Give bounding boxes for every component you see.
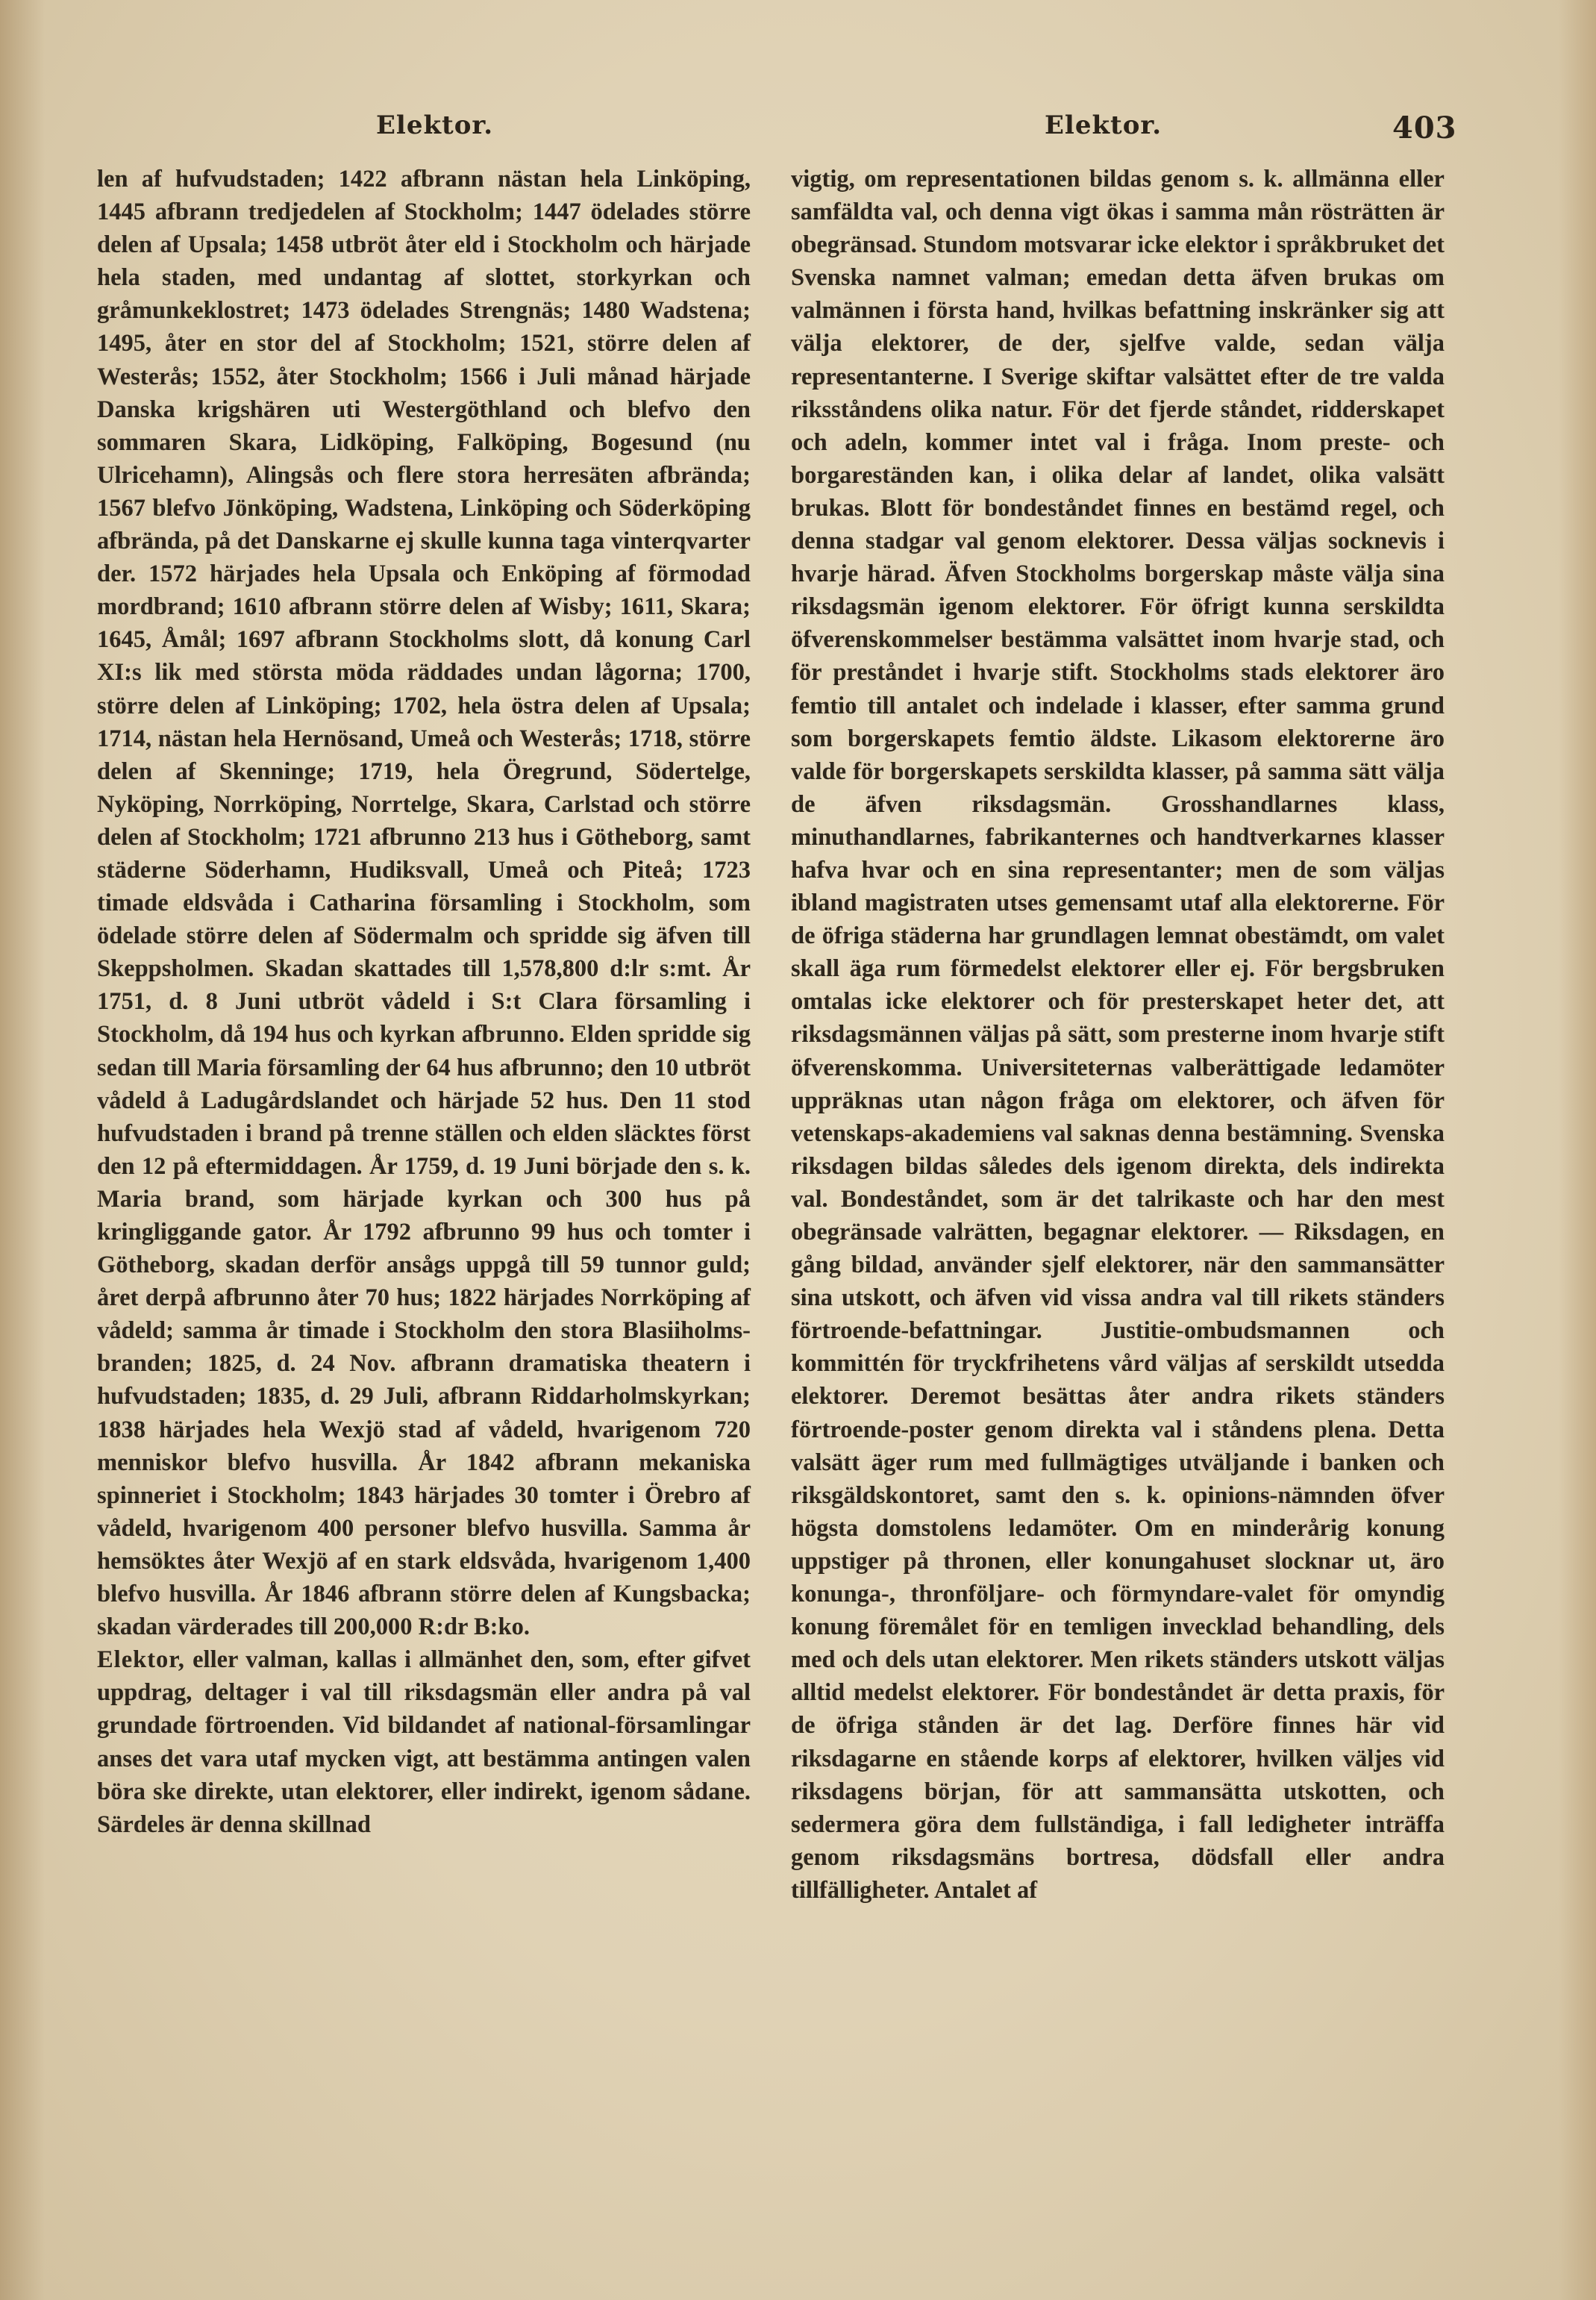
page-edge-shadow-left xyxy=(0,0,45,2300)
page-number: 403 xyxy=(1392,110,1457,146)
running-head-right: Elektor. xyxy=(1045,110,1162,140)
page-edge-shadow-right xyxy=(1559,0,1596,2300)
text-column-right xyxy=(791,163,1445,1907)
paragraph-elektor-entry xyxy=(97,1643,751,1841)
paragraph-fire-history: len af hufvudstaden; 1422 afbrann nästan hela Linköping, 1445 afbrann tredjedelen af Stockholm; 1447 ödelades större delen af Upsala; 1458 utbröt åter eld i Stockholm och härjade hela staden, med undantag af slottet, storkyrkan och gråmunkeklostret; 1473 ödelades Strengnäs; 1480 Wadstena; 1495, åter en stor del af Stockholm; 1521, större delen af Westerås; 1552, åter Stockholm; 1566 i Juli månad härjade Danska krigshären uti Westergöthland och blefvo den sommaren Skara, Lidköping, Falköping, Bogesund (nu Ulricehamn), Alingsås och flere stora herresäten afbrända; 1567 blefvo Jönköping, Wadstena, Linköping och Söderköping afbrända, på det Danskarne ej skulle kunna taga vinterqvarter der. 1572 härjades hela Upsala och Enköping af förmodad mordbrand; 1610 afbrann större delen af Wisby; 1611, Skara; 1645, Åmål; 1697 afbrann Stockholms slott, då konung Carl XI:s lik med största möda räddades undan lågorna; 1700, större delen af Linköping; 1702, hela östra delen af Upsala; 1714, nästan hela Hernösand, Umeå och Westerås; 1718, större delen af Skenninge; 1719, hela Öregrund, Södertelge, Nyköping, Norrköping, Norrtelge, Skara, Carlstad och större delen af Stockholm; 1721 afbrunno 213 hus i Götheborg, samt städerne Söderhamn, Hudiksvall, Umeå och Piteå; 1723 timade eldsvåda i Catharina församling i Stockholm, som ödelade större delen af Södermalm och spridde sig äfven till Skeppsholmen. Skadan skattades till 1,578,800 d:lr s:mt. År 1751, d. 8 Juni utbröt vådeld i S:t Clara församling i Stockholm, då 194 hus och kyrkan afbrunno. Elden spridde sig sedan till Maria församling der 64 hus afbrunno; den 10 utbröt vådeld å Ladugårdslandet och härjade 52 hus. Den 11 stod hufvudstaden i brand på trenne ställen och elden släcktes först den 12 på eftermiddagen. År 1759, d. 19 Juni började den s. k. Maria brand, som härjade kyrkan och 300 hus på kringliggande gator. År 1792 afbrunno 99 hus och tomter i Götheborg, skadan derför ansågs uppgå till 59 tunnor guld; året derpå afbrunno åter 70 hus; 1822 härjades Norrköping af vådeld; samma år timade i Stockholm den stora Blasiiholms-branden; 1825, d. 24 Nov. afbrann dramatiska theatern i hufvudstaden; 1835, d. 29 Juli, afbrann Riddarholmskyrkan; 1838 härjades hela Wexjö stad af vådeld, hvarigenom 720 menniskor blefvo husvilla. År 1842 afbrann mekaniska spinneriet i Stockholm; 1843 härjades 30 tomter i Örebro af vådeld, hvarigenom 400 personer blefvo husvilla. Samma år hemsöktes åter Wexjö af en stark eldsvåda, hvarigenom 1,400 blefvo husvilla. År 1846 afbrann större delen af Kungsbacka; skadan värderades till 200,000 R:dr B:ko. xyxy=(97,166,751,1641)
entry-headword: Elektor, xyxy=(97,1646,185,1674)
paragraph-elektor-continued: vigtig, om representationen bildas genom s. k. allmänna eller samfäldta val, och denna vigt ökas i samma mån rösträtten är obegränsad. Stundom motsvarar icke elektor i språkbruket det Svenska namnet valman; emedan detta äfven brukas om valmännen i första hand, hvilkas befattning inskränker sig att välja elektorer, de der, sjelfve valde, sedan välja representanterne. I Sverige skiftar valsättet efter de tre valda riksståndens olika natur. För det fjerde ståndet, ridderskapet och adeln, kommer intet val i fråga. Inom preste- och borgareständen kan, i olika delar af landet, olika valsätt brukas. Blott för bondeståndet finnes en bestämd regel, och denna stadgar val genom elektorer. Dessa väljas socknevis i hvarje härad. Äfven Stockholms borgerskap måste välja sina riksdagsmän igenom elektorer. För öfrigt kunna serskildta öfverenskommelser bestämma valsättet inom hvarje stad, och för preståndet i hvarje stift. Stockholms stads elektorer äro femtio till antalet och indelade i klasser, efter samma grund som borgerskapets femtio äldste. Likasom elektorerne äro valde för borgerskapets serskildta klasser, på samma sätt välja de äfven riksdagsmän. Grosshandlarnes klass, minuthandlarnes, fabrikanternes och handtverkarnes klasser hafva hvar och en sina representanter; men de som väljas ibland magistraten utses gemensamt utaf alla elektorerne. För de öfriga städerna har grundlagen lemnat obestämdt, om valet skall äga rum förmedelst elektorer eller ej. För bergsbruken omtalas icke elektorer och för presterskapet heter det, att riksdagsmännen väljas på sätt, som presterne inom hvarje stift öfverenskomma. Universiteternas valberättigade ledamöter uppräknas utan någon fråga om elektorer, och äfven för vetenskaps-akademiens val saknas denna bestämning. Svenska riksdagen bildas således dels igenom direkta, dels indirekta val. Bondeståndet, som är det talrikaste och har den mest obegränsade valrätten, begagnar elektorer. — Riksdagen, en gång bildad, använder sjelf elektorer, när den sammansätter sina utskott, och äfven vid vissa andra val till rikets ständers förtroende-befattningar. Justitie-ombudsmannen och kommittén för tryckfrihetens vård väljas af serskildt utsedda elektorer. Deremot besättas åter andra rikets ständers förtroende-poster genom direkta val i ståndens plena. Detta valsätt äger rum med fullmägtiges utväljande i banken och riksgäldskontoret, samt den s. k. opinions-nämnden öfver högsta domstolens ledamöter. Om en minderårig konung uppstiger på thronen, eller konungahuset slocknar ut, äro konunga-, thronföljare- och förmyndare-valet för omyndig konung föremålet för en temligen invecklad behandling, dels med och dels utan elektorer. Men rikets ständers utskott väljas alltid medelst elektorer. För bondeståndet är detta praxis, för de öfriga stånden är det lag. Derföre finnes här vid riksdagarne en stående korps af elektorer, hvilken väljes vid riksdagens början, för att sammansätta utskotten, och sedermera göra dem fullständiga, i fall ledigheter inträffa genom riksdagsmäns bortresa, dödsfall eller andra tillfälligheter. Antalet af xyxy=(791,166,1445,1904)
entry-text: eller valman, kallas i allmänhet den, som, efter gifvet uppdrag, deltager i val till riksdagsmän eller andra på val grundade förtroenden. Vid bildandet af national-församlingar anses det vara utaf mycken vigt, att bestämma antingen valen böra ske direkte, utan elektorer, eller indirekt, igenom sådane. Särdeles är denna skillnad xyxy=(97,1646,751,1838)
running-head-left: Elektor. xyxy=(376,110,494,140)
text-column-left xyxy=(97,163,751,1841)
